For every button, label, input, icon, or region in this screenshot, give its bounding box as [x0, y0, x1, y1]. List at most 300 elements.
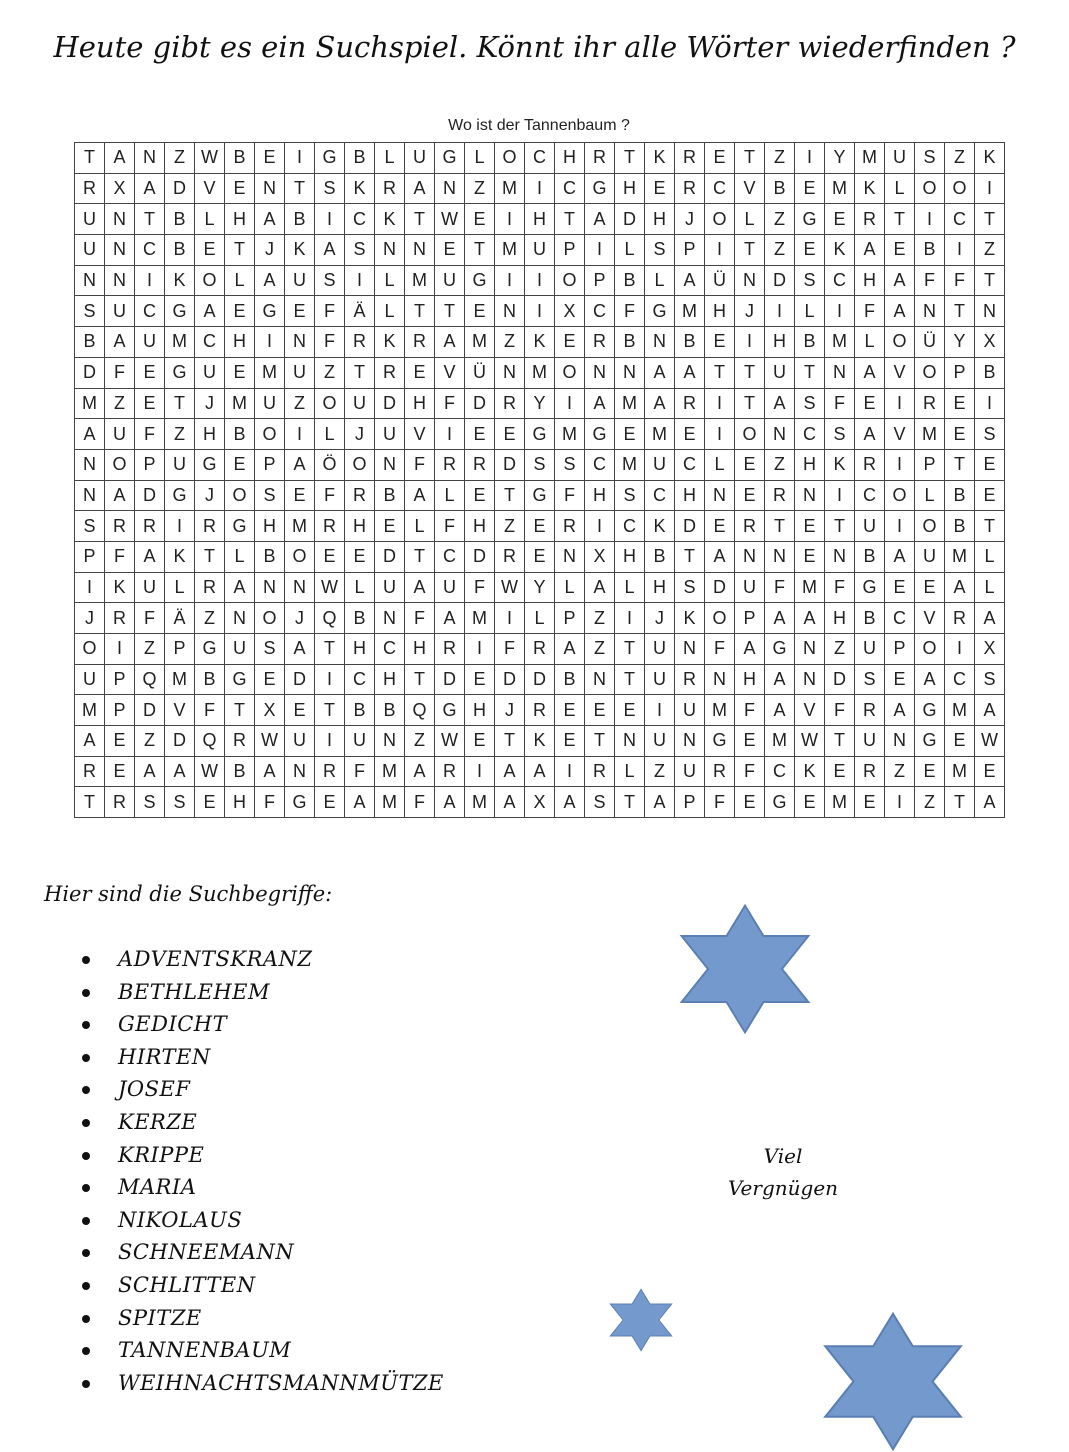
grid-cell: I — [975, 173, 1005, 204]
grid-cell: A — [855, 419, 885, 450]
grid-cell: W — [195, 143, 225, 174]
grid-cell: U — [855, 634, 885, 665]
grid-cell: I — [285, 419, 315, 450]
grid-cell: C — [675, 449, 705, 480]
grid-cell: B — [945, 480, 975, 511]
grid-cell: T — [225, 695, 255, 726]
grid-cell: B — [975, 357, 1005, 388]
grid-cell: H — [615, 173, 645, 204]
grid-cell: U — [915, 541, 945, 572]
grid-cell: I — [585, 511, 615, 542]
grid-cell: A — [105, 143, 135, 174]
grid-cell: S — [75, 296, 105, 327]
word-list — [82, 943, 444, 1399]
grid-cell: K — [105, 572, 135, 603]
grid-cell: P — [915, 449, 945, 480]
grid-cell: M — [945, 695, 975, 726]
grid-cell: U — [675, 695, 705, 726]
grid-cell: Q — [315, 603, 345, 634]
grid-cell: J — [735, 296, 765, 327]
grid-cell: E — [225, 449, 255, 480]
grid-cell: A — [315, 235, 345, 266]
grid-cell: B — [555, 664, 585, 695]
grid-cell: B — [645, 541, 675, 572]
grid-cell: N — [825, 541, 855, 572]
grid-cell: N — [705, 664, 735, 695]
grid-cell: A — [255, 265, 285, 296]
grid-cell: T — [735, 235, 765, 266]
grid-cell: N — [375, 603, 405, 634]
grid-cell: A — [585, 204, 615, 235]
grid-cell: M — [945, 541, 975, 572]
grid-cell: U — [75, 204, 105, 235]
grid-cell: D — [675, 511, 705, 542]
grid-cell: C — [855, 480, 885, 511]
grid-cell: F — [825, 695, 855, 726]
grid-cell: L — [195, 204, 225, 235]
grid-cell: E — [795, 541, 825, 572]
grid-cell: N — [825, 357, 855, 388]
grid-cell: B — [345, 143, 375, 174]
grid-cell: M — [825, 173, 855, 204]
grid-cell: A — [675, 265, 705, 296]
grid-cell: T — [705, 357, 735, 388]
grid-cell: T — [585, 726, 615, 757]
grid-cell: P — [885, 634, 915, 665]
grid-cell: T — [765, 511, 795, 542]
grid-cell: P — [105, 695, 135, 726]
grid-cell: N — [585, 664, 615, 695]
grid-cell: S — [915, 143, 945, 174]
grid-cell: V — [885, 419, 915, 450]
grid-cell: O — [285, 541, 315, 572]
grid-cell: Y — [525, 572, 555, 603]
grid-cell: T — [495, 480, 525, 511]
grid-cell: W — [495, 572, 525, 603]
grid-cell: A — [975, 695, 1005, 726]
grid-cell: I — [765, 296, 795, 327]
grid-cell: P — [135, 449, 165, 480]
grid-cell: O — [915, 357, 945, 388]
grid-cell: Y — [825, 143, 855, 174]
grid-cell: I — [585, 235, 615, 266]
grid-cell: A — [705, 541, 735, 572]
star-icon-large-bottom — [818, 1311, 968, 1452]
grid-cell: E — [705, 143, 735, 174]
grid-cell: A — [855, 357, 885, 388]
grid-cell: L — [375, 296, 405, 327]
grid-cell: E — [195, 787, 225, 818]
grid-cell: U — [105, 419, 135, 450]
grid-cell: I — [435, 419, 465, 450]
grid-cell: G — [255, 296, 285, 327]
grid-cell: M — [255, 357, 285, 388]
grid-cell: J — [645, 603, 675, 634]
grid-cell: K — [645, 143, 675, 174]
grid-cell: N — [225, 603, 255, 634]
grid-cell: C — [705, 173, 735, 204]
grid-cell: A — [435, 603, 465, 634]
grid-cell: U — [135, 327, 165, 358]
grid-cell: O — [555, 357, 585, 388]
grid-cell: Z — [495, 511, 525, 542]
grid-cell: I — [495, 603, 525, 634]
grid-cell: R — [345, 480, 375, 511]
grid-cell: O — [915, 634, 945, 665]
grid-cell: I — [735, 327, 765, 358]
grid-cell: U — [525, 235, 555, 266]
grid-cell: D — [435, 664, 465, 695]
grid-cell: E — [945, 388, 975, 419]
grid-cell: T — [615, 787, 645, 818]
grid-cell: E — [615, 695, 645, 726]
grid-cell: T — [555, 204, 585, 235]
grid-cell: F — [405, 449, 435, 480]
grid-cell: G — [915, 726, 945, 757]
closing-line-1: Viel — [763, 1144, 803, 1168]
grid-cell: M — [465, 327, 495, 358]
grid-cell: T — [945, 296, 975, 327]
grid-cell: O — [735, 419, 765, 450]
grid-cell: E — [255, 664, 285, 695]
grid-cell: F — [315, 296, 345, 327]
word-list-item: ADVENTSKRANZ — [82, 943, 444, 976]
grid-cell: M — [555, 419, 585, 450]
grid-cell: C — [585, 449, 615, 480]
grid-cell: F — [315, 480, 345, 511]
grid-cell: C — [825, 265, 855, 296]
grid-cell: S — [795, 388, 825, 419]
grid-cell: D — [285, 664, 315, 695]
grid-cell: A — [525, 756, 555, 787]
grid-cell: H — [465, 511, 495, 542]
grid-cell: V — [915, 603, 945, 634]
grid-cell: E — [795, 511, 825, 542]
grid-cell: S — [75, 511, 105, 542]
grid-cell: I — [105, 634, 135, 665]
grid-cell: R — [945, 603, 975, 634]
grid-cell: E — [135, 357, 165, 388]
grid-cell: H — [345, 511, 375, 542]
grid-cell: G — [315, 143, 345, 174]
grid-cell: D — [495, 449, 525, 480]
grid-cell: M — [75, 388, 105, 419]
grid-row — [75, 726, 1005, 757]
grid-cell: Z — [975, 235, 1005, 266]
grid-cell: F — [735, 695, 765, 726]
grid-cell: R — [735, 511, 765, 542]
grid-cell: P — [255, 449, 285, 480]
word-list-item: HIRTEN — [82, 1041, 444, 1074]
grid-cell: T — [465, 235, 495, 266]
grid-cell: B — [915, 235, 945, 266]
grid-cell: D — [75, 357, 105, 388]
grid-cell: B — [765, 173, 795, 204]
grid-cell: D — [525, 664, 555, 695]
grid-cell: E — [285, 296, 315, 327]
grid-cell: E — [735, 449, 765, 480]
grid-cell: B — [225, 756, 255, 787]
grid-cell: L — [525, 603, 555, 634]
grid-cell: L — [375, 265, 405, 296]
grid-cell: E — [255, 143, 285, 174]
grid-row — [75, 787, 1005, 818]
grid-cell: E — [555, 695, 585, 726]
grid-cell: G — [465, 265, 495, 296]
grid-cell: G — [435, 143, 465, 174]
grid-cell: R — [495, 541, 525, 572]
grid-cell: K — [525, 726, 555, 757]
grid-cell: U — [735, 572, 765, 603]
grid-cell: Z — [765, 235, 795, 266]
grid-cell: Q — [405, 695, 435, 726]
grid-cell: A — [105, 480, 135, 511]
grid-cell: Z — [465, 173, 495, 204]
grid-cell: N — [735, 541, 765, 572]
grid-cell: G — [705, 726, 735, 757]
grid-cell: D — [135, 480, 165, 511]
grid-cell: C — [795, 419, 825, 450]
grid-cell: V — [165, 695, 195, 726]
grid-cell: K — [165, 541, 195, 572]
grid-cell: X — [255, 695, 285, 726]
grid-cell: H — [345, 634, 375, 665]
grid-cell: E — [885, 664, 915, 695]
grid-cell: M — [165, 664, 195, 695]
grid-cell: H — [375, 664, 405, 695]
grid-cell: O — [75, 634, 105, 665]
grid-cell: R — [315, 511, 345, 542]
grid-cell: J — [675, 204, 705, 235]
word-list-item: NIKOLAUS — [82, 1204, 444, 1237]
grid-cell: R — [435, 756, 465, 787]
grid-cell: U — [885, 143, 915, 174]
grid-cell: N — [645, 327, 675, 358]
grid-cell: F — [705, 787, 735, 818]
grid-cell: L — [315, 419, 345, 450]
grid-cell: M — [645, 419, 675, 450]
grid-cell: C — [615, 511, 645, 542]
grid-cell: I — [705, 419, 735, 450]
grid-cell: M — [465, 603, 495, 634]
grid-cell: D — [375, 388, 405, 419]
grid-cell: K — [375, 204, 405, 235]
grid-cell: N — [375, 726, 405, 757]
grid-cell: I — [165, 511, 195, 542]
grid-cell: H — [765, 327, 795, 358]
grid-cell: I — [825, 480, 855, 511]
grid-cell: C — [585, 296, 615, 327]
grid-cell: U — [255, 388, 285, 419]
grid-cell: N — [735, 265, 765, 296]
grid-cell: F — [855, 296, 885, 327]
grid-cell: S — [135, 787, 165, 818]
grid-cell: F — [825, 388, 855, 419]
grid-cell: R — [315, 756, 345, 787]
grid-cell: T — [285, 173, 315, 204]
grid-cell: N — [375, 449, 405, 480]
grid-cell: E — [915, 756, 945, 787]
grid-cell: M — [705, 695, 735, 726]
grid-cell: N — [75, 480, 105, 511]
grid-cell: Z — [315, 357, 345, 388]
word-list-item: JOSEF — [82, 1073, 444, 1106]
grid-cell: Y — [945, 327, 975, 358]
grid-cell: U — [135, 572, 165, 603]
grid-cell: R — [705, 756, 735, 787]
grid-cell: M — [285, 511, 315, 542]
grid-cell: I — [495, 204, 525, 235]
grid-cell: U — [225, 634, 255, 665]
grid-cell: A — [435, 787, 465, 818]
grid-cell: U — [195, 357, 225, 388]
grid-cell: N — [405, 235, 435, 266]
grid-cell: E — [825, 204, 855, 235]
grid-cell: D — [825, 664, 855, 695]
grid-cell: S — [165, 787, 195, 818]
grid-cell: E — [465, 204, 495, 235]
grid-cell: Z — [585, 603, 615, 634]
grid-cell: P — [675, 235, 705, 266]
grid-cell: E — [945, 419, 975, 450]
grid-cell: R — [75, 756, 105, 787]
grid-cell: A — [855, 235, 885, 266]
grid-cell: E — [975, 756, 1005, 787]
grid-cell: G — [525, 480, 555, 511]
grid-cell: B — [255, 541, 285, 572]
grid-cell: J — [195, 388, 225, 419]
grid-cell: A — [975, 603, 1005, 634]
grid-cell: E — [225, 296, 255, 327]
grid-cell: N — [795, 664, 825, 695]
grid-cell: E — [135, 388, 165, 419]
grid-cell: M — [375, 787, 405, 818]
grid-cell: Z — [495, 327, 525, 358]
grid-cell: A — [405, 173, 435, 204]
grid-cell: Z — [765, 143, 795, 174]
grid-cell: O — [195, 265, 225, 296]
grid-cell: T — [945, 449, 975, 480]
grid-cell: H — [255, 511, 285, 542]
grid-cell: V — [795, 695, 825, 726]
grid-cell: N — [705, 480, 735, 511]
grid-row — [75, 603, 1005, 634]
closing-line-2: Vergnügen — [727, 1176, 839, 1200]
page-heading: Heute gibt es ein Suchspiel. Könnt ihr alle Wörter wiederfinden ? — [53, 30, 1016, 64]
grid-cell: I — [345, 265, 375, 296]
grid-cell: A — [285, 634, 315, 665]
grid-cell: U — [675, 756, 705, 787]
grid-cell: Z — [915, 787, 945, 818]
grid-row — [75, 756, 1005, 787]
grid-cell: K — [975, 143, 1005, 174]
grid-cell: A — [75, 419, 105, 450]
grid-cell: T — [315, 695, 345, 726]
grid-cell: K — [345, 173, 375, 204]
star-shape — [825, 1314, 960, 1449]
grid-cell: E — [465, 419, 495, 450]
grid-cell: U — [435, 572, 465, 603]
grid-cell: N — [765, 541, 795, 572]
grid-cell: U — [435, 265, 465, 296]
grid-cell: N — [975, 296, 1005, 327]
grid-cell: A — [735, 634, 765, 665]
grid-cell: A — [945, 572, 975, 603]
grid-cell: H — [705, 296, 735, 327]
grid-cell: T — [975, 204, 1005, 235]
grid-cell: N — [675, 726, 705, 757]
grid-cell: N — [105, 265, 135, 296]
grid-cell: B — [615, 265, 645, 296]
grid-cell: C — [345, 664, 375, 695]
grid-cell: H — [825, 603, 855, 634]
grid-cell: H — [675, 480, 705, 511]
grid-cell: N — [585, 357, 615, 388]
grid-cell: X — [975, 327, 1005, 358]
grid-cell: A — [585, 572, 615, 603]
grid-cell: T — [435, 296, 465, 327]
grid-cell: S — [345, 235, 375, 266]
grid-cell: Z — [195, 603, 225, 634]
grid-cell: I — [465, 634, 495, 665]
grid-cell: T — [615, 634, 645, 665]
grid-cell: L — [615, 572, 645, 603]
grid-cell: F — [705, 634, 735, 665]
grid-row — [75, 235, 1005, 266]
grid-cell: E — [795, 787, 825, 818]
grid-cell: R — [105, 603, 135, 634]
grid-cell: Z — [405, 726, 435, 757]
grid-cell: T — [405, 541, 435, 572]
grid-cell: H — [555, 143, 585, 174]
grid-cell: S — [555, 449, 585, 480]
grid-cell: M — [225, 388, 255, 419]
grid-cell: E — [465, 664, 495, 695]
grid-cell: A — [135, 756, 165, 787]
grid-cell: K — [825, 449, 855, 480]
grid-cell: E — [855, 388, 885, 419]
grid-cell: K — [375, 327, 405, 358]
grid-cell: M — [495, 173, 525, 204]
grid-cell: R — [375, 173, 405, 204]
grid-cell: D — [495, 664, 525, 695]
grid-cell: E — [735, 480, 765, 511]
grid-cell: K — [525, 327, 555, 358]
grid-cell: D — [465, 541, 495, 572]
grid-cell: O — [345, 449, 375, 480]
grid-cell: O — [225, 480, 255, 511]
grid-cell: G — [915, 695, 945, 726]
grid-cell: A — [885, 541, 915, 572]
grid-cell: P — [555, 603, 585, 634]
grid-cell: T — [735, 143, 765, 174]
grid-cell: N — [375, 235, 405, 266]
star-shape — [682, 906, 809, 1033]
grid-cell: L — [645, 265, 675, 296]
grid-cell: F — [135, 603, 165, 634]
grid-cell: B — [225, 143, 255, 174]
grid-cell: N — [615, 726, 645, 757]
grid-cell: F — [915, 265, 945, 296]
grid-cell: T — [195, 541, 225, 572]
grid-cell: L — [705, 449, 735, 480]
grid-cell: F — [195, 695, 225, 726]
grid-cell: F — [435, 388, 465, 419]
grid-cell: L — [405, 511, 435, 542]
grid-cell: E — [945, 726, 975, 757]
grid-cell: T — [225, 235, 255, 266]
grid-cell: A — [225, 572, 255, 603]
